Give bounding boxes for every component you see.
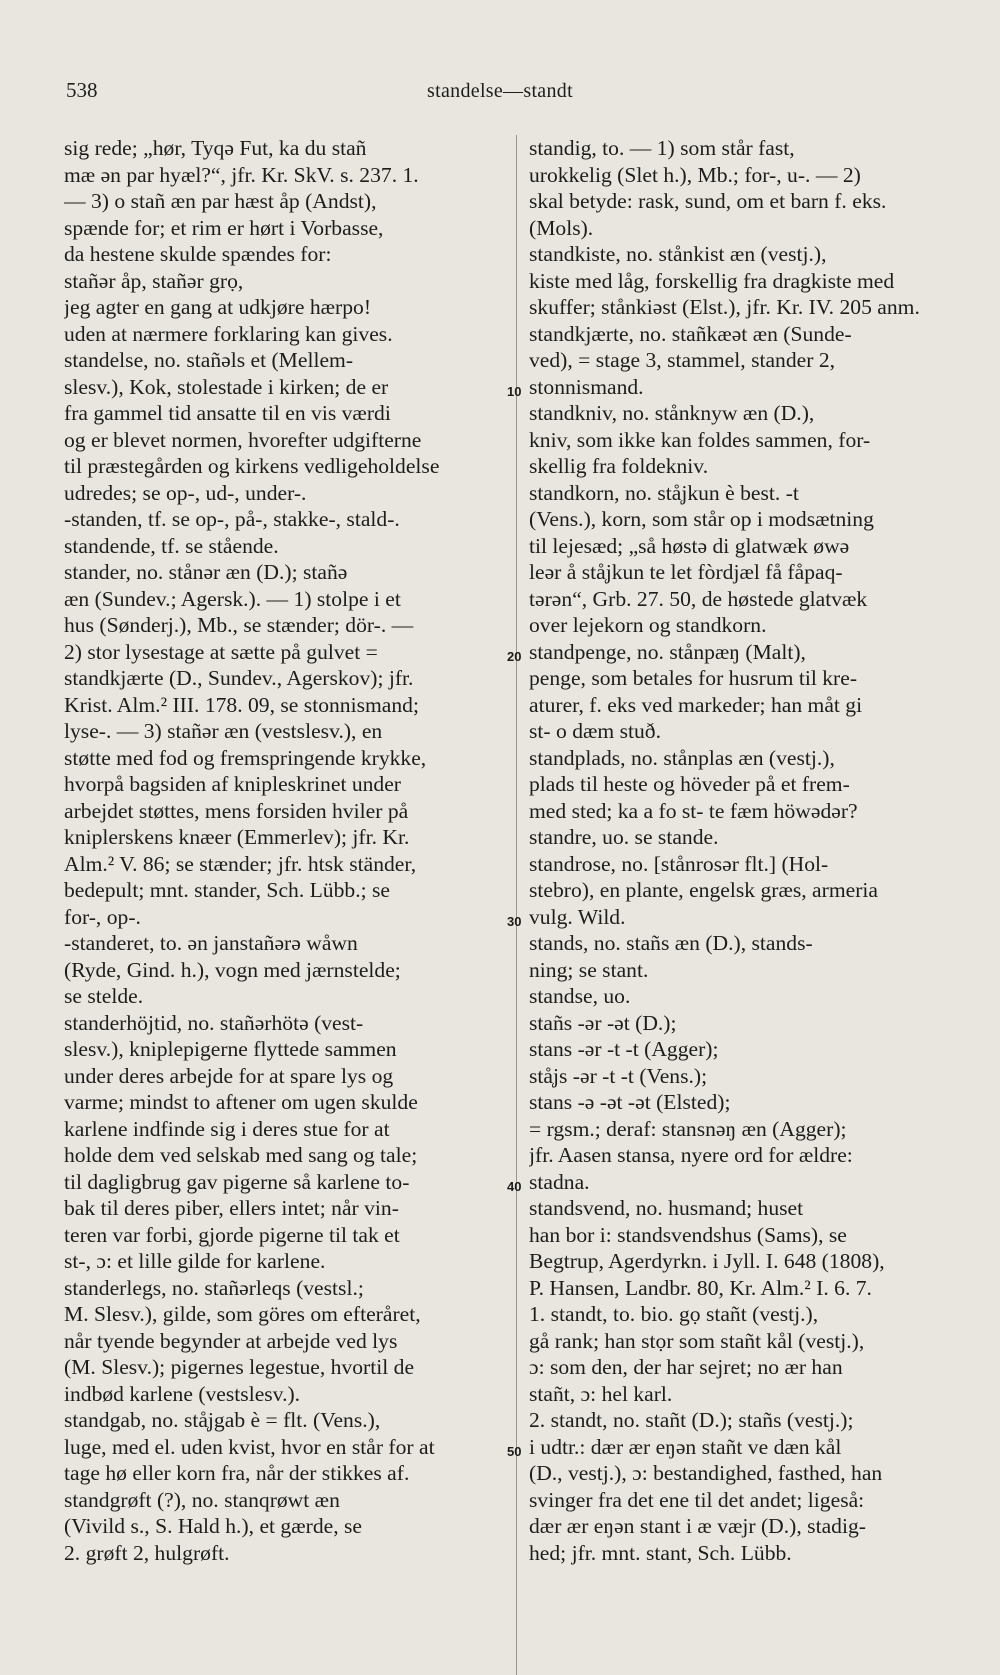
text-line: 2. standt, no. stañt (D.); stañs (vestj.); — [529, 1408, 854, 1432]
line-number-marker: 50 — [507, 1444, 522, 1459]
text-line: stañt, ɔ: hel karl. — [529, 1381, 673, 1406]
text-line: standse, uo. — [529, 984, 631, 1008]
text-line: skellig fra foldekniv. — [529, 454, 709, 478]
text-line: da hestene skulde spændes for: — [64, 242, 332, 266]
text-line: til præstegården og kirkens vedligeholdelse — [64, 454, 440, 478]
text-line: over lejekorn og standkorn. — [529, 613, 767, 637]
text-line: M. Slesv.), gilde, som göres om efteråret, — [64, 1302, 421, 1326]
text-line: standkniv, no. stånknyw æn (D.), — [529, 401, 815, 425]
text-line: tage hø eller korn fra, når der stikkes af. — [64, 1461, 410, 1485]
text-line: skal betyde: rask, sund, om et barn f. eks. — [529, 189, 887, 213]
text-line: se stelde. — [64, 984, 144, 1008]
text-line: hed; jfr. mnt. stant, Sch. Lübb. — [529, 1540, 792, 1565]
text-line: indbød karlene (vestslesv.). — [64, 1381, 301, 1406]
text-line: han bor i: standsvendshus (Sams), se — [529, 1222, 847, 1247]
text-line: st- o dæm stuð. — [529, 719, 661, 743]
text-line: bedepult; mnt. stander, Sch. Lübb.; se — [64, 878, 390, 902]
text-line: P. Hansen, Landbr. 80, Kr. Alm.² I. 6. 7. — [529, 1275, 872, 1300]
text-line: svinger fra det ene til det andet; ligeså: — [529, 1487, 865, 1512]
text-line: sig rede; „hør, Tyqə Fut, ka du stañ — [64, 136, 367, 160]
text-line: vulg. Wild. — [529, 904, 626, 929]
text-line: kniv, som ikke kan foldes sammen, for- — [529, 427, 871, 452]
text-line: standgab, no. stå̜jgab è = flt. (Vens.), — [64, 1408, 381, 1432]
text-line: Krist. Alm.² III. 178. 09, se stonnismand; — [64, 692, 419, 717]
text-line: stañər åp, stañər grọ, — [64, 268, 244, 293]
text-line: holde dem ved selskab med sang og tale; — [64, 1143, 418, 1167]
text-line: slesv.), Kok, stolestade i kirken; de er — [64, 374, 389, 399]
text-line: Begtrup, Agerdyrkn. i Jyll. I. 648 (1808), — [529, 1249, 885, 1273]
text-line: med sted; ka a fo st- te fæm höwədər? — [529, 798, 858, 823]
text-line: — 3) o stañ æn par hæst åp (Andst), — [64, 189, 377, 213]
text-line: arbejdet støttes, mens forsiden hviler på — [64, 798, 409, 823]
text-line: -standen, tf. se op-, på-, stakke-, stald-. — [64, 507, 400, 531]
text-line: 1. standt, to. bio. gọ stañt (vestj.), — [529, 1302, 819, 1326]
text-line: under deres arbejde for at spare lys og — [64, 1063, 394, 1088]
text-line: standerlegs, no. stañərleqs (vestsl.; — [64, 1275, 364, 1300]
text-line: stonnismand. — [529, 374, 644, 399]
text-line: st-, ɔ: et lille gilde for karlene. — [64, 1249, 326, 1273]
line-number-marker: 10 — [507, 384, 522, 399]
page-number: 538 — [66, 78, 98, 102]
text-line: til lejesæd; „så høstə di glatwæk øwə — [529, 533, 850, 558]
text-line: stans -ə -ət -ət (Elsted); — [529, 1090, 731, 1114]
text-line: slesv.), kniplepigerne flyttede sammen — [64, 1037, 397, 1061]
text-line: 2) stor lysestage at sætte på gulvet = — [64, 639, 378, 664]
text-line: og er blevet normen, hvorefter udgifterne — [64, 427, 422, 452]
text-line: jeg agter en gang at udkjøre hærpo! — [64, 295, 372, 319]
text-line: (M. Slesv.); pigernes legestue, hvortil de — [64, 1355, 415, 1379]
text-line: standende, tf. se stående. — [64, 533, 279, 558]
text-line: når tyende begynder at arbejde ved lys — [64, 1328, 398, 1353]
text-line: = rgsm.; deraf: stansnəŋ æn (Agger); — [529, 1116, 847, 1141]
text-line: standpenge, no. stånpæŋ (Malt), — [529, 639, 806, 664]
text-line: standsvend, no. husmand; huset — [529, 1196, 804, 1220]
text-line: leər å stå̜jkun te let fòrdjæl få fåpaq- — [529, 560, 843, 584]
text-line: hvorpå bagsiden af knipleskrinet under — [64, 772, 402, 796]
text-line: (Vens.), korn, som står op i modsætning — [529, 507, 874, 531]
text-line: spænde for; et rim er hørt i Vorbasse, — [64, 215, 384, 240]
text-line: standkorn, no. stå̜jkun è best. -t — [529, 480, 799, 505]
text-line: gå rank; han stọr som stañt kål (vestj.), — [529, 1328, 865, 1353]
text-line: tərən“, Grb. 27. 50, de høstede glatvæk — [529, 586, 868, 611]
running-title: standelse—standt — [427, 80, 573, 102]
text-line: dær ær eŋən stant i æ væjr (D.), stadig- — [529, 1514, 866, 1538]
text-line: lyse-. — 3) stañər æn (vestslesv.), en — [64, 719, 383, 743]
text-line: standkjærte (D., Sundev., Agerskov); jfr. — [64, 666, 414, 690]
text-line: teren var forbi, gjorde pigerne til tak et — [64, 1222, 400, 1247]
right-column — [529, 135, 969, 1566]
text-line: standgrøft (?), no. stanqrøwt æn — [64, 1487, 340, 1512]
text-line: standre, uo. se stande. — [529, 825, 719, 849]
text-line: stañs -ər -ət (D.); — [529, 1010, 677, 1035]
text-line: ɔ: som den, der har sejret; no ær han — [529, 1355, 843, 1379]
text-line: skuffer; stånkiəst (Elst.), jfr. Kr. IV. 205 anm. — [529, 295, 920, 319]
text-line: hus (Sønderj.), Mb., se stænder; dör-. — — [64, 613, 414, 637]
text-line: standig, to. — 1) som står fast, — [529, 136, 795, 160]
text-line: i udtr.: dær ær eŋən stañt ve dæn kål — [529, 1434, 842, 1459]
text-line: jfr. Aasen stansa, nyere ord for ældre: — [529, 1143, 853, 1167]
text-line: penge, som betales for husrum til kre- — [529, 666, 858, 690]
text-line: (D., vestj.), ɔ: bestandighed, fasthed, han — [529, 1461, 883, 1485]
text-line: -standeret, to. ən janstañərə wåwn — [64, 931, 358, 955]
text-line: karlene indfinde sig i deres stue for at — [64, 1116, 390, 1141]
text-line: aturer, f. eks ved markeder; han måt gi — [529, 692, 863, 717]
text-line: standrose, no. [stånrosər flt.] (Hol- — [529, 851, 829, 876]
text-line: stebro), en plante, engelsk græs, armeria — [529, 878, 878, 902]
text-line: ved), = stage 3, stammel, stander 2, — [529, 348, 836, 372]
text-line: standelse, no. stañəls et (Mellem- — [64, 348, 354, 372]
text-line: fra gammel tid ansatte til en vis værdi — [64, 401, 391, 425]
line-number-marker: 30 — [507, 914, 522, 929]
text-line: kiste med låg, forskellig fra dragkiste med — [529, 268, 895, 293]
line-number-marker: 40 — [507, 1179, 522, 1194]
text-line: stans -ər -t -t (Agger); — [529, 1037, 719, 1061]
text-line: (Vivild s., S. Hald h.), et gærde, se — [64, 1514, 362, 1538]
text-line: standkiste, no. stånkist æn (vestj.), — [529, 242, 827, 266]
text-line: stå̜js -ər -t -t (Vens.); — [529, 1063, 708, 1088]
text-line: stadna. — [529, 1169, 590, 1194]
line-number-marker: 20 — [507, 649, 522, 664]
text-line: urokkelig (Slet h.), Mb.; for-, u-. — 2) — [529, 162, 861, 187]
text-line: (Mols). — [529, 215, 594, 240]
text-line: kniplerskens knæer (Emmerlev); jfr. Kr. — [64, 825, 410, 849]
text-line: varme; mindst to aftener om ugen skulde — [64, 1090, 418, 1114]
text-line: stander, no. stånər æn (D.); stañə — [64, 560, 348, 584]
text-line: mæ ən par hyæl?“, jfr. Kr. SkV. s. 237. 1. — [64, 162, 419, 187]
text-line: uden at nærmere forklaring kan gives. — [64, 321, 393, 346]
text-line: æn (Sundev.; Agersk.). — 1) stolpe i et — [64, 586, 401, 611]
text-line: luge, med el. uden kvist, hvor en står for at — [64, 1434, 435, 1459]
text-line: plads til heste og höveder på et frem- — [529, 772, 850, 796]
text-line: standkjærte, no. stañkæət æn (Sunde- — [529, 321, 852, 346]
text-line: standplads, no. stånplas æn (vestj.), — [529, 745, 835, 770]
text-line: stands, no. stañs æn (D.), stands- — [529, 931, 813, 955]
text-line: støtte med fod og fremspringende krykke, — [64, 745, 427, 770]
text-line: standerhöjtid, no. stañərhötə (vest- — [64, 1010, 364, 1035]
left-column — [64, 135, 504, 1566]
text-line: bak til deres piber, ellers intet; når vin- — [64, 1196, 399, 1220]
text-line: udredes; se op-, ud-, under-. — [64, 480, 307, 505]
text-line: (Ryde, Gind. h.), vogn med jærnstelde; — [64, 957, 401, 982]
text-line: til dagligbrug gav pigerne så karlene to- — [64, 1169, 410, 1194]
text-line: for-, op-. — [64, 904, 141, 929]
text-line: ning; se stant. — [529, 957, 649, 982]
text-line: 2. grøft 2, hulgrøft. — [64, 1540, 230, 1565]
text-line: Alm.² V. 86; se stænder; jfr. htsk ständer, — [64, 851, 417, 876]
